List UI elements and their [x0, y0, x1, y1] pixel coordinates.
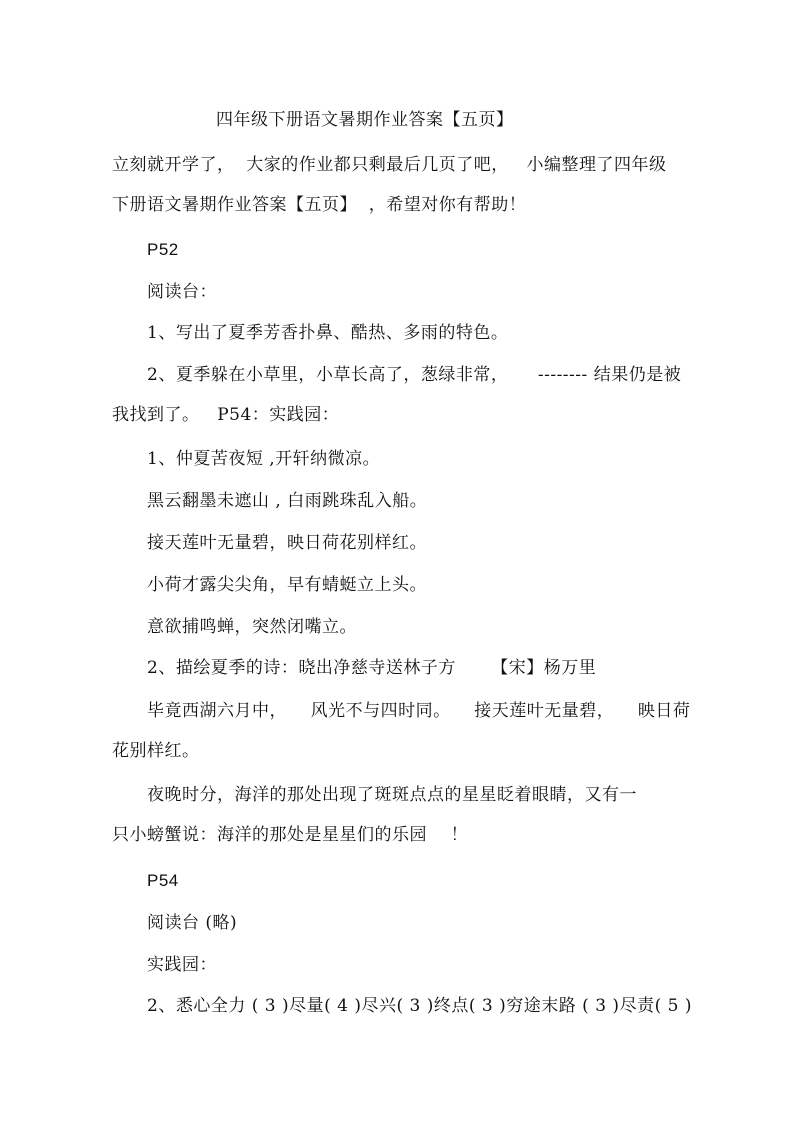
section-heading-p52: P52 — [147, 240, 179, 259]
poem-line: 毕竟西湖六月中， 风光不与四时同。 接天莲叶无量碧， 映日荷 — [147, 701, 691, 721]
answer-line: 2、夏季躲在小草里，小草长高了，葱绿非常， -------- 结果仍是被 — [147, 365, 682, 385]
section-heading-p54: P54 — [147, 871, 179, 890]
answer-line: 2、悉心全力 ( 3 )尽量( 4 )尽兴( 3 )终点( 3 )穷途末路 ( 3 )尽责( 5 ) — [147, 996, 692, 1016]
answer-line: 只小螃蟹说：海洋的那处是星星们的乐园 ！ — [112, 825, 469, 845]
answer-line: 我找到了。 P54：实践园： — [112, 405, 340, 425]
poem-line: 意欲捕鸣蝉，突然闭嘴立。 — [147, 617, 357, 637]
reading-heading: 阅读台： — [147, 282, 217, 302]
poem-line: 花别样红。 — [112, 741, 200, 761]
practice-heading: 实践园： — [147, 955, 217, 975]
document-title: 四年级下册语文暑期作业答案【五页】 — [216, 110, 514, 130]
poem-line: 小荷才露尖尖角，早有蜻蜓立上头。 — [147, 575, 427, 595]
answer-line: 夜晚时分，海洋的那处出现了斑斑点点的星星眨着眼睛，又有一 — [147, 785, 637, 805]
poem-title-line: 2、描绘夏季的诗：晓出净慈寺送林子方 【宋】杨万里 — [147, 658, 597, 678]
intro-line-1: 立刻就开学了， 大家的作业都只剩最后几页了吧， 小编整理了四年级 — [112, 155, 667, 175]
reading-heading: 阅读台 (略) — [147, 913, 238, 933]
poem-line: 1、仲夏苦夜短 ,开轩纳微凉。 — [147, 449, 381, 469]
poem-line: 黑云翻墨未遮山 , 白雨跳珠乱入船。 — [147, 491, 428, 511]
intro-line-2: 下册语文暑期作业答案【五页】 ，希望对你有帮助！ — [112, 195, 527, 215]
poem-line: 接天莲叶无量碧，映日荷花别样红。 — [147, 533, 427, 553]
answer-line: 1、写出了夏季芳香扑鼻、酷热、多雨的特色。 — [147, 323, 509, 343]
